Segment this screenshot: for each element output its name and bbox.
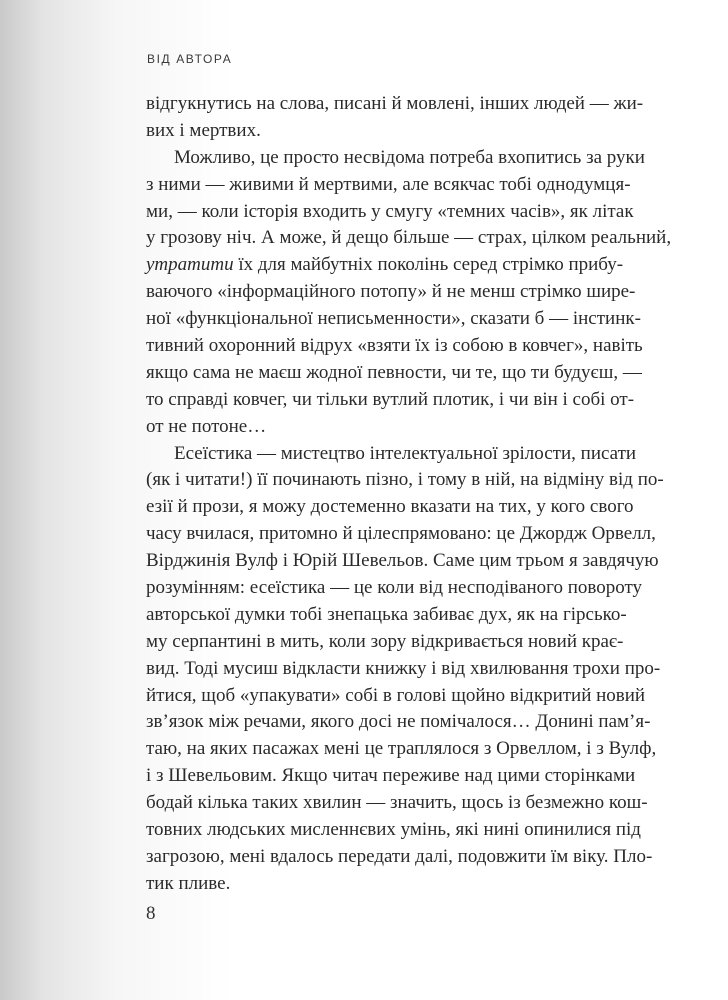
text-line: товних людських мисленнєвих умінь, які нині опинилися під xyxy=(146,819,641,841)
text-line: Вірджинія Вулф і Юрій Шевельов. Саме цим трьом я завдячую xyxy=(146,550,659,572)
text-line: му серпантині в мить, коли зору відкривається новий крає- xyxy=(146,630,624,652)
text-line: ної «функціональної неписьменности», сказати б — інстинк- xyxy=(146,308,641,330)
text-line: йтися, щоб «упакувати» собі в голові щойно відкритий новий xyxy=(146,684,646,706)
text-line: зв’язок між речами, якого досі не помічалося… Донині пам’я- xyxy=(146,711,651,733)
text-line: якщо сама не маєш жодної певности, чи те, що ти будуєш, — xyxy=(146,361,642,383)
running-head: ВІД АВТОРА xyxy=(147,52,233,66)
text-line: вих і мертвих. xyxy=(146,119,261,141)
body-text xyxy=(146,91,672,898)
text-line: езії й прози, я можу достеменно вказати на тих, у кого свого xyxy=(146,496,634,518)
text-line: з ними — живими й мертвими, але всякчас тобі однодумця- xyxy=(146,173,631,195)
text-line: бодай кілька таких хвилин — значить, щось із безмежно кош- xyxy=(146,792,648,814)
text-line: от не потоне… xyxy=(146,415,267,437)
text-line: Можливо, це просто несвідома потреба вхопитись за руки xyxy=(174,146,645,168)
text-line: Есеїстика — мистецтво інтелектуальної зрілости, писати xyxy=(174,442,637,464)
text-line: (як і читати!) її починають пізно, і тому в ній, на відміну від по- xyxy=(146,469,664,491)
text-line: тик пливе. xyxy=(146,872,231,894)
page-number: 8 xyxy=(146,903,156,924)
emphasis: утратити xyxy=(146,254,234,276)
text-line: відгукнутись на слова, писані й мовлені, інших людей — жи- xyxy=(146,93,644,114)
text-line: авторської думки тобі знепацька забиває дух, як на гірсько- xyxy=(146,603,627,625)
text-line: таю, на яких пасажах мені це траплялося з Орвеллом, і з Вулф, xyxy=(146,738,657,760)
text-line: розумінням: есеїстика — це коли від несподіваного повороту xyxy=(146,577,643,599)
text-line: у грозову ніч. А може, й дещо більше — страх, цілком реальний, xyxy=(146,227,672,249)
text-line-rest: їх для майбутніх поколінь серед стрімко прибу- xyxy=(233,254,624,276)
text-line: ми, — коли історія входить у смугу «темних часів», як літак xyxy=(146,200,634,222)
text-line xyxy=(146,252,624,279)
text-line: часу вчилася, притомно й цілеспрямовано: це Джордж Орвелл, xyxy=(146,523,656,545)
text-line: загрозою, мені вдалось передати далі, подовжити їм віку. Пло- xyxy=(146,845,653,867)
text-line: то справді ковчег, чи тільки вутлий плотик, і чи він і собі от- xyxy=(146,388,635,410)
text-line: ваючого «інформаційного потопу» й не менш стрімко шире- xyxy=(146,281,636,303)
text-line: тивний охоронний відрух «взяти їх із собою в ковчег», навіть xyxy=(146,335,643,357)
text-line: вид. Тоді мусиш відкласти книжку і від хвилювання трохи про- xyxy=(146,657,661,679)
text-line: і з Шевельовим. Якщо читач переживе над цими сторінками xyxy=(146,765,636,787)
